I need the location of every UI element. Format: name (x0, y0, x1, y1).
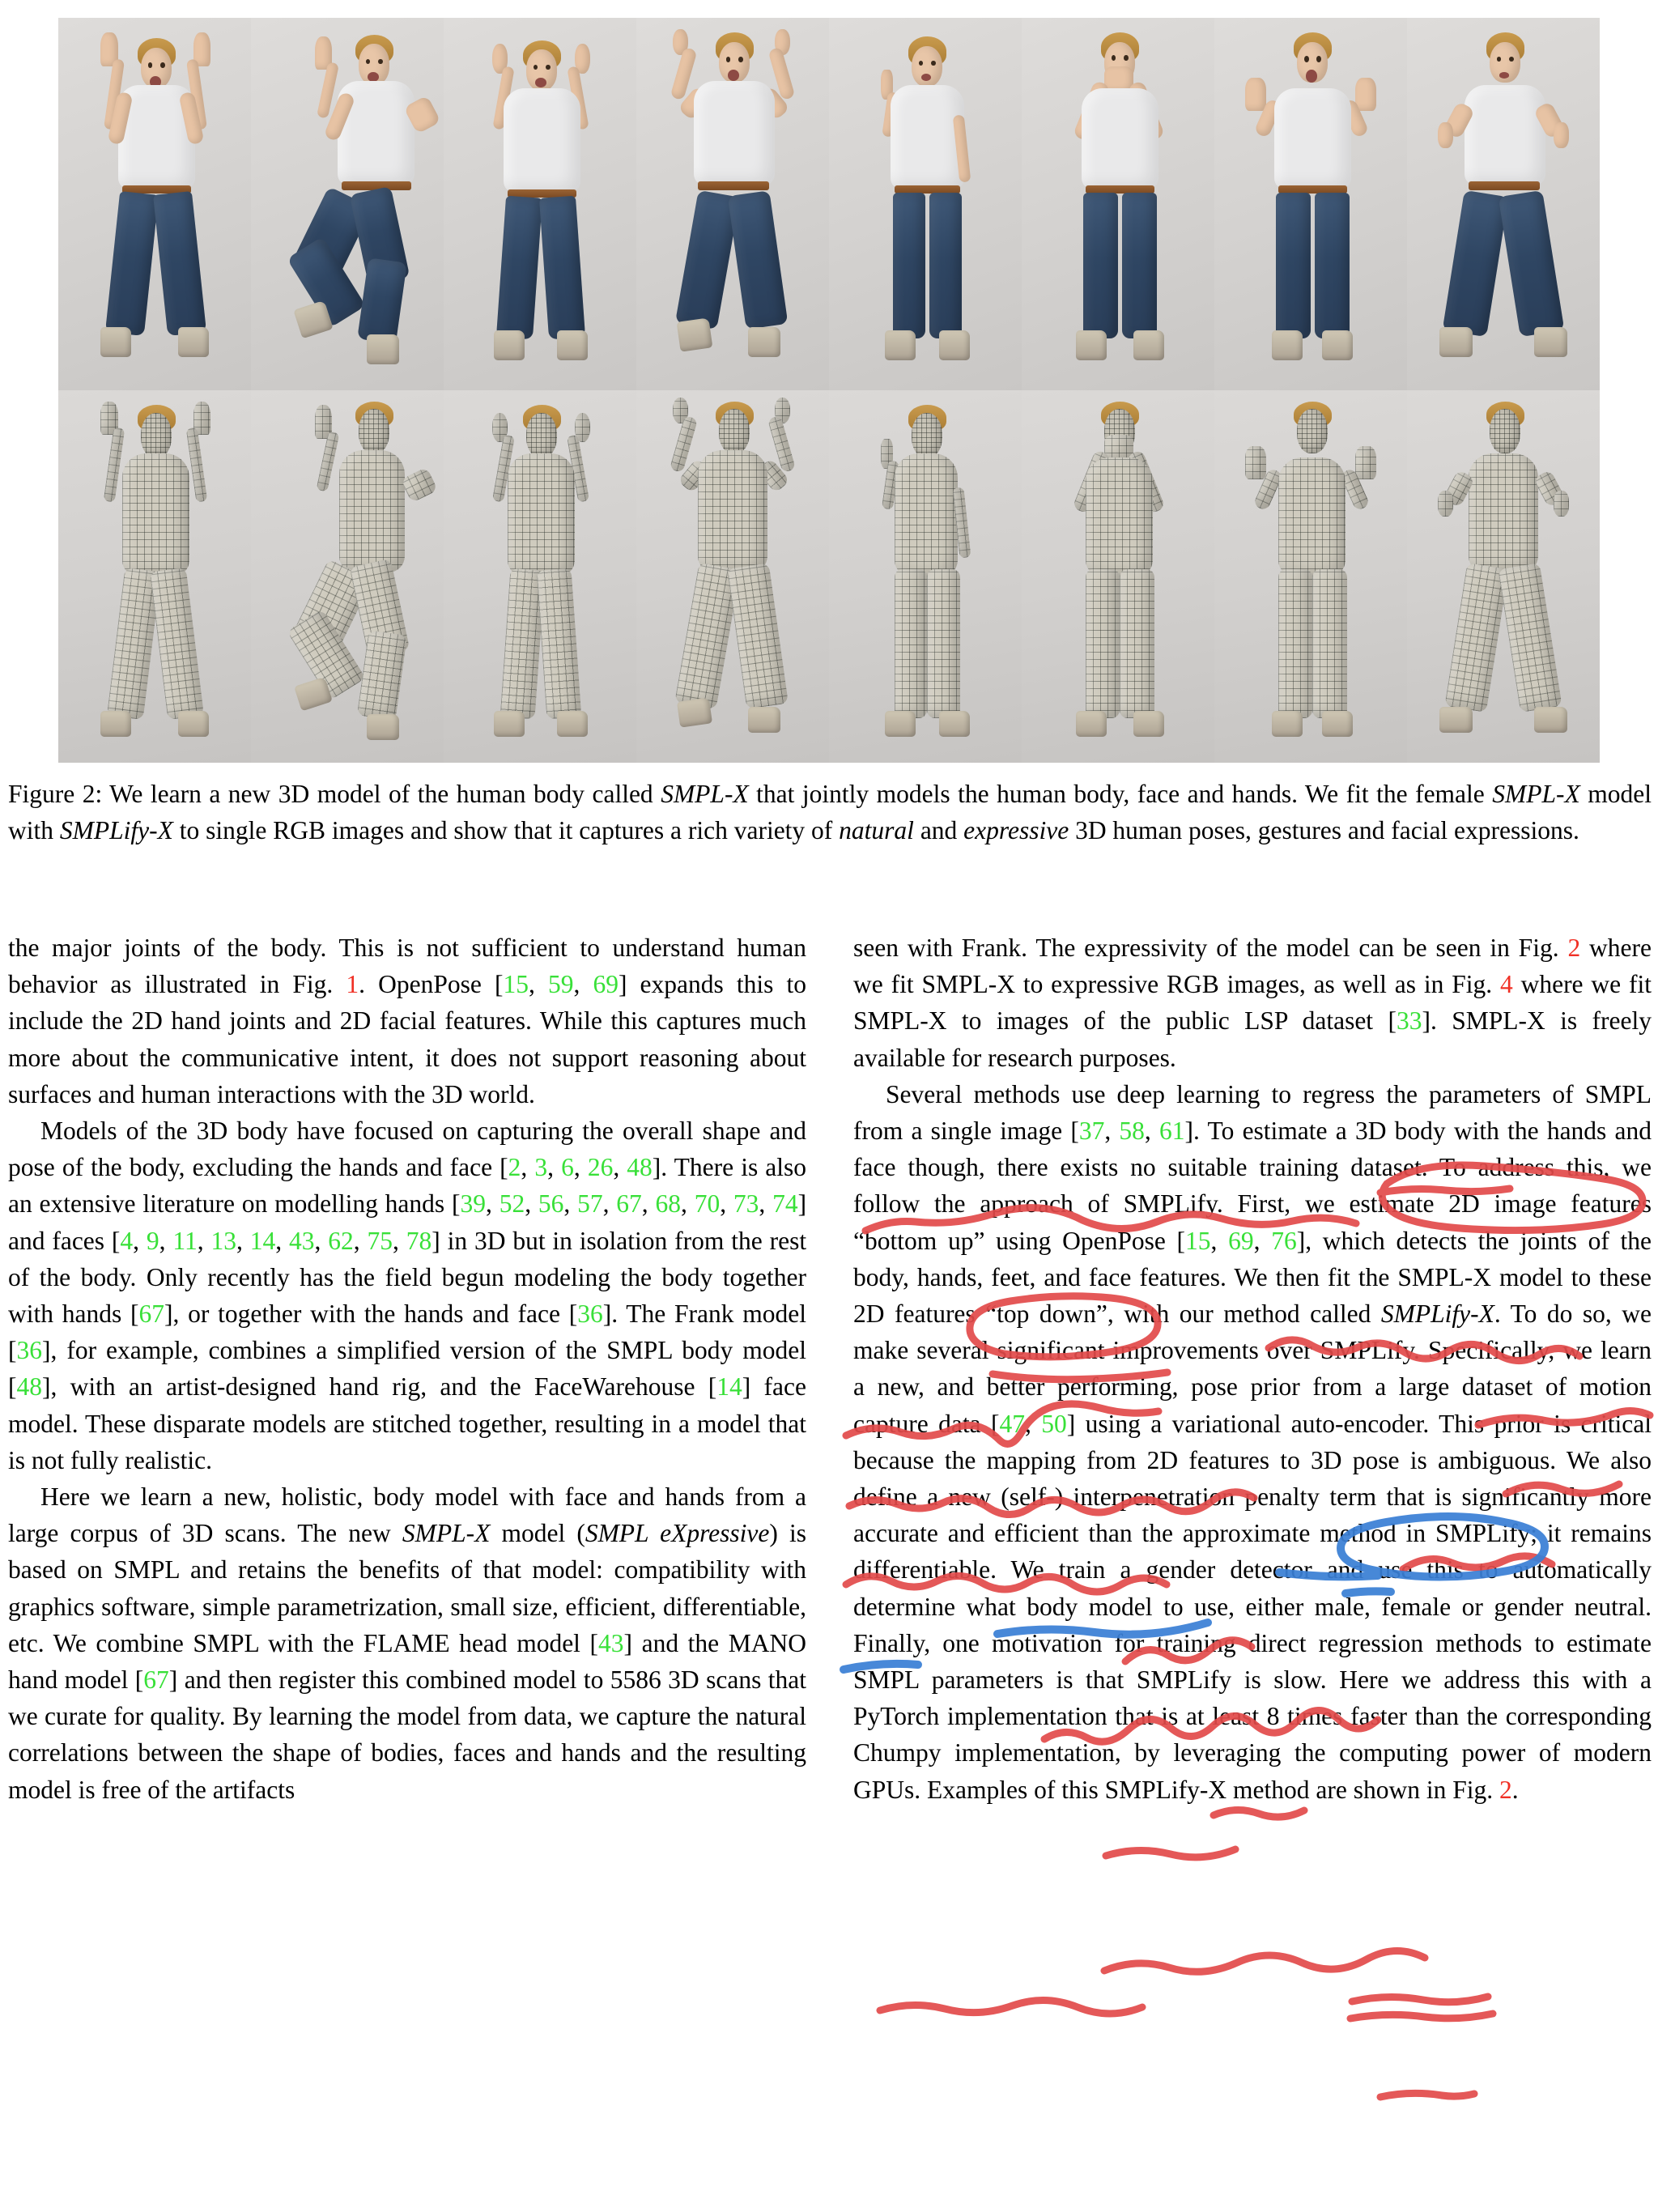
caption-text-1: We learn a new 3D model of the human body called (102, 780, 661, 808)
r1-a: seen with Frank. The expressivity of the model can be seen in Fig. (853, 934, 1568, 962)
photo-panel-5 (829, 18, 1022, 390)
l2-a: Models of the 3D body have focused on capturing the overall shape and pose of the body, excluding the hands and face [ (8, 1117, 806, 1182)
mesh-panel-5 (829, 390, 1022, 763)
photo-panel-1 (58, 18, 251, 390)
citation-50[interactable]: 50 (1041, 1409, 1067, 1438)
citation-48b[interactable]: 48 (16, 1372, 42, 1402)
caption-em-smplx-2: SMPL-X (1492, 780, 1580, 808)
mesh-panel-6 (1022, 390, 1214, 763)
citation-69[interactable]: 69 (593, 970, 619, 999)
mesh-panel-2 (251, 390, 444, 763)
rgb-photo-row (58, 18, 1600, 390)
l1-a: the major joints of the body. This is not sufficient to understand human behavior as illustrated in Fig. (8, 934, 806, 999)
l3-e: ] and then register this combined model to 5586 3D scans that we curate for quality. By learning the model from data, we capture the natural correlations between the shape of bodies, faces and hands and the resulting model is free of the artifacts (8, 1665, 806, 1804)
citation-13[interactable]: 13 (210, 1226, 236, 1255)
citation-9[interactable]: 9 (146, 1226, 159, 1255)
photo-panel-3 (444, 18, 636, 390)
citation-57[interactable]: 57 (577, 1189, 603, 1219)
citation-4[interactable]: 4 (120, 1226, 134, 1255)
r1-c: where we fit SMPL-X to images of the public LSP dataset [ (853, 970, 1652, 1036)
l2-d: ] in 3D but in isolation from the rest of the body. Only recently has the field begun modeling the body together with hands [ (8, 1226, 807, 1329)
l2-f: ]. The Frank model [ (8, 1300, 806, 1365)
caption-text-5: and (913, 816, 964, 844)
mesh-panel-7 (1214, 390, 1407, 763)
citation-68[interactable]: 68 (655, 1189, 681, 1219)
mesh-panel-3 (444, 390, 636, 763)
citation-15b[interactable]: 15 (1185, 1226, 1211, 1255)
l3-c: ) is based on SMPL and retains the benefits of that model: compatibility with graphics software, simple parametrization, small size, efficient, differentiable, etc. We combine SMPL with the FLAME head model [ (8, 1519, 807, 1657)
citation-33[interactable]: 33 (1396, 1006, 1422, 1036)
figure-2 (58, 18, 1600, 763)
mesh-panel-1 (58, 390, 251, 763)
photo-panel-4 (636, 18, 829, 390)
underline-smplify-is-slow-2 (1350, 2014, 1493, 2018)
paragraph-l2: Models of the 3D body have focused on capturing the overall shape and pose of the body, excluding the hands and face [2, 3, 6, 26, 48]. There is also an extensive literature on modelling hands [39, 52, 56, 57, 67, 68, 70, 73, 74] and faces [4, 9, 11, 13, 14, 43, 62, 75, 78] in 3D but in isolation from the rest of the body. Only recently has the field begun modeling the body together with hands [67], or together with the hands and face [36]. The Frank model [36], for example, combines a simplified version of the SMPL body model [48], with an artist-designed hand rig, and the FaceWarehouse [14] face model. These disparate models are stitched together, resulting in a model that is not fully realistic. (8, 1117, 807, 1474)
body-columns (8, 929, 1652, 1808)
paragraph-l3 (8, 1478, 806, 1808)
citation-76[interactable]: 76 (1271, 1226, 1297, 1255)
right-column (853, 929, 1652, 1808)
citation-36b[interactable]: 36 (16, 1336, 42, 1365)
caption-label: Figure 2: (8, 780, 103, 808)
photo-panel-7 (1214, 18, 1407, 390)
paragraph-l1: the major joints of the body. This is not sufficient to understand human behavior as illustrated in Fig. 1. OpenPose [15, 59, 69] expands this to include the 2D hand joints and 2D facial features. While this captures much more about the communicative intent, it does not support reasoning about surfaces and human interactions with the 3D world. (8, 934, 807, 1108)
citation-43b[interactable]: 43 (598, 1628, 624, 1657)
l3-em-smplx: SMPL-X (402, 1519, 491, 1548)
citation-11[interactable]: 11 (172, 1226, 198, 1255)
citation-75[interactable]: 75 (367, 1226, 393, 1255)
citation-67b[interactable]: 67 (138, 1300, 164, 1329)
citation-3[interactable]: 3 (534, 1153, 548, 1182)
l1-b: . OpenPose [ (359, 970, 504, 999)
l2-h: ], with an artist-designed hand rig, and the FaceWarehouse [ (42, 1372, 717, 1402)
underline-estimate-smpl-parameters (880, 2000, 1142, 2014)
l2-c: ] and faces [ (8, 1189, 807, 1255)
l2-i: ] face model. These disparate models are stitched together, resulting in a model that is not fully realistic. (8, 1372, 806, 1474)
underline-chumpy (1380, 2093, 1474, 2097)
citation-59[interactable]: 59 (547, 970, 574, 999)
citation-70[interactable]: 70 (694, 1189, 721, 1219)
citation-2[interactable]: 2 (508, 1153, 521, 1182)
left-column (8, 929, 806, 1808)
l3-em-smpl-expressive: SMPL eXpressive (585, 1519, 770, 1548)
citation-36a[interactable]: 36 (577, 1300, 603, 1329)
caption-em-smplx-1: SMPL-X (661, 780, 749, 808)
citation-14a[interactable]: 14 (249, 1226, 276, 1255)
citation-43a[interactable]: 43 (288, 1226, 315, 1255)
citation-6[interactable]: 6 (561, 1153, 574, 1182)
caption-text-6: 3D human poses, gestures and facial expressions. (1069, 816, 1579, 844)
underline-smplify-is-slow (1352, 1997, 1488, 2002)
citation-48[interactable]: 48 (627, 1153, 653, 1182)
r2-d: . To do so, we make several significant improvements over SMPLify. Specifically, we learn a new, and better performing, pose prior from a large dataset of motion capture data [ (853, 1300, 1652, 1438)
photo-panel-6 (1022, 18, 1214, 390)
citation-37[interactable]: 37 (1078, 1117, 1105, 1146)
paragraph-r1 (853, 929, 1652, 1076)
citation-73[interactable]: 73 (733, 1189, 759, 1219)
figure-ref-2a[interactable]: 2 (1567, 934, 1581, 962)
citation-67a[interactable]: 67 (616, 1189, 642, 1219)
citation-69b[interactable]: 69 (1228, 1226, 1254, 1255)
l2-g: ], for example, combines a simplified version of the SMPL body model [ (8, 1336, 806, 1402)
smplx-mesh-row (58, 390, 1600, 763)
figure-ref-4[interactable]: 4 (1499, 970, 1513, 999)
caption-text-4: to single RGB images and show that it captures a rich variety of (172, 816, 840, 844)
citation-67c[interactable]: 67 (143, 1665, 169, 1695)
citation-74[interactable]: 74 (772, 1189, 798, 1219)
r2-e: ] using a variational auto-encoder. This prior is critical because the mapping from 2D features to 3D pose is ambiguous. We also define a new (self-) interpenetration penalty term that is significantly more accurate and efficient than the approximate method in SMPLify; it remains differentiable. We train a gender detector and use this to automatically determine what body model to use, either male, female or gender neutral. Finally, one motivation for training direct regression methods to estimate SMPL parameters is that SMPLify is slow. Here we address this with a PyTorch implementation that is at least 8 times faster than the corresponding Chumpy implementation, by leveraging the computing power of modern GPUs. Examples of this SMPLify-X method are shown in Fig. (853, 1409, 1652, 1804)
citation-15[interactable]: 15 (503, 970, 529, 999)
paragraph-r2: Several methods use deep learning to regress the parameters of SMPL from a single image [37, 58, 61]. To estimate a 3D body with the hands and face though, there exists no suitable training dataset. To address this, we follow the approach of SMPLify. First, we estimate 2D image features “bottom up” using OpenPose [15, 69, 76], which detects the joints of the body, hands, feet, and face features. We then fit the SMPL-X model to these 2D features “top down”, with our method called SMPLify-X. To do so, we make several significant improvements over SMPLify. Specifically, we learn a new, and better performing, pose prior from a large dataset of motion capture data [47, 50] using a variational auto-encoder. This prior is critical because the mapping from 2D features to 3D pose is ambiguous. We also define a new (self-) interpenetration penalty term that is significantly more accurate and efficient than the approximate method in SMPLify; it remains differentiable. We train a gender detector and use this to automatically determine what body model to use, either male, female or gender neutral. Finally, one motivation for training direct regression methods to estimate SMPL parameters is that SMPLify is slow. Here we address this with a PyTorch implementation that is at least 8 times faster than the corresponding Chumpy implementation, by leveraging the computing power of modern GPUs. Examples of this SMPLify-X method are shown in Fig. 2. (853, 1079, 1652, 1804)
r2-b: ]. To estimate a 3D body with the hands and face though, there exists no suitable training dataset. To address this, we follow the approach of SMPLify. First, we estimate 2D image features “bottom up” using OpenPose [ (853, 1117, 1652, 1255)
r1-b: where we fit SMPL-X to expressive RGB images, as well as in Fig. (853, 934, 1652, 999)
r2-a: Several methods use deep learning to regress the parameters of SMPL from a single image [ (853, 1079, 1652, 1146)
citation-52[interactable]: 52 (499, 1189, 525, 1219)
citation-47[interactable]: 47 (999, 1409, 1025, 1438)
caption-em-smplifyx: SMPLify-X (59, 816, 173, 844)
photo-panel-2 (251, 18, 444, 390)
mesh-panel-4 (636, 390, 829, 763)
figure-ref-2b[interactable]: 2 (1499, 1775, 1512, 1804)
citation-61[interactable]: 61 (1159, 1117, 1185, 1146)
l2-b: ]. There is also an extensive literature on modelling hands [ (8, 1153, 807, 1219)
caption-em-expressive: expressive (963, 816, 1069, 844)
citation-78[interactable]: 78 (406, 1226, 432, 1255)
l2-e: ], or together with the hands and face [ (164, 1300, 578, 1329)
r2-c: ], which detects the joints of the body, hands, feet, and face features. We then fit the SMPL-X model to these 2D features “top down”, with our method called (853, 1226, 1652, 1329)
underline-automatically (1214, 1810, 1304, 1817)
l3-d: ] and the MANO hand model [ (8, 1628, 806, 1695)
l1-d: ] expands this to include the 2D hand joints and 2D facial features. While this captures much more about the communicative intent, it does not support reasoning about surfaces and human interactions with the 3D world. (8, 970, 807, 1108)
r1-d: ]. SMPL-X is freely available for research purposes. (853, 1006, 1652, 1072)
citation-62[interactable]: 62 (328, 1226, 354, 1255)
citation-58[interactable]: 58 (1119, 1117, 1145, 1146)
figure-ref-1[interactable]: 1 (346, 970, 359, 999)
l3-a: Here we learn a new, holistic, body model with face and hands from a large corpus of 3D scans. The new (8, 1482, 806, 1548)
caption-text-3: model with (8, 780, 1652, 844)
mesh-panel-8 (1407, 390, 1600, 763)
r2-em-smplify-x: SMPLify-X (1380, 1300, 1494, 1329)
citation-26[interactable]: 26 (587, 1153, 614, 1182)
r2-f: . (1511, 1775, 1519, 1804)
underline-training-direct-regression (1104, 1950, 1425, 1972)
caption-text-2: that jointly models the human body, face and hands. We fit the female (748, 780, 1493, 808)
underline-differentiable (1106, 1849, 1235, 1857)
figure-caption (8, 776, 1652, 849)
citation-14b[interactable]: 14 (716, 1372, 742, 1402)
photo-panel-8 (1407, 18, 1600, 390)
citation-56[interactable]: 56 (538, 1189, 564, 1219)
citation-39[interactable]: 39 (460, 1189, 486, 1219)
caption-em-natural: natural (839, 816, 914, 844)
l3-b: model ( (490, 1519, 585, 1548)
